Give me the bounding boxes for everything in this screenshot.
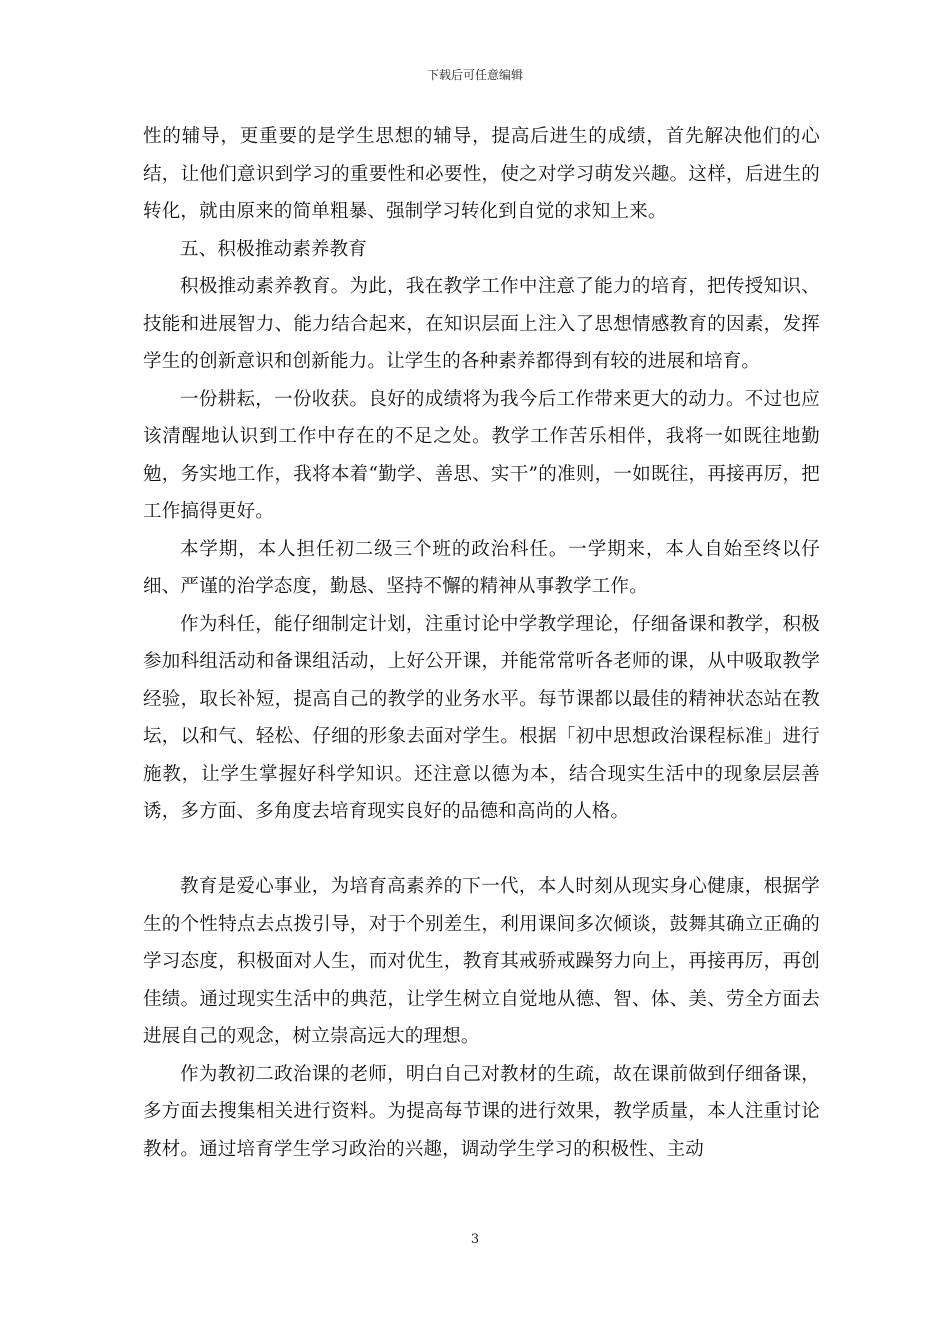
blank-line — [143, 831, 820, 869]
document-body — [143, 118, 820, 1168]
page-header: 下载后可任意编辑 — [426, 68, 523, 82]
section-heading: 五、积极推动素养教育 — [180, 238, 368, 260]
paragraph-continuation: 性的辅导，更重要的是学生思想的辅导，提高后进生的成绩，首先解决他们的心结，让他们意识到学习的重要性和必要性，使之对学习萌发兴趣。这样，后进生的转化，就由原来的简单粗暴、强制学习转化到自觉的求知上来。 — [143, 126, 820, 222]
paragraph: 本学期，本人担任初二级三个班的政治科任。一学期来，本人自始至终以仔细、严谨的治学态度，勤恳、坚持不懈的精神从事教学工作。 — [143, 538, 820, 597]
paragraph: 作为教初二政治课的老师，明白自己对教材的生疏，故在课前做到仔细备课，多方面去搜集相关进行资料。为提高每节课的进行效果，教学质量，本人注重讨论教材。通过培育学生学习政治的兴趣，调动学生学习的积极性、主动 — [143, 1063, 820, 1160]
paragraph: 教育是爱心事业，为培育高素养的下一代，本人时刻从现实身心健康，根据学生的个性特点去点拨引导，对于个别差生，利用课间多次倾谈，鼓舞其确立正确的学习态度，积极面对人生，而对优生，教育其戒骄戒躁努力向上，再接再厉，再创佳绩。通过现实生活中的典范，让学生树立自觉地从德、智、体、美、劳全方面去进展自己的观念，树立崇高远大的理想。 — [143, 876, 820, 1047]
paragraph: 作为科任，能仔细制定计划，注重讨论中学教学理论，仔细备课和教学，积极参加科组活动和备课组活动，上好公开课，并能常常听各老师的课，从中吸取教学经验，取长补短，提高自己的教学的业务水平。每节课都以最佳的精神状态站在教坛，以和气、轻松、仔细的形象去面对学生。根据「初中思想政治课程标准」进行施教，让学生掌握好科学知识。还注意以德为本，结合现实生活中的现象层层善诱，多方面、多角度去培育现实良好的品德和高尚的人格。 — [143, 613, 820, 822]
paragraph: 积极推动素养教育。为此，我在教学工作中注意了能力的培育，把传授知识、技能和进展智力、能力结合起来，在知识层面上注入了思想情感教育的因素，发挥学生的创新意识和创新能力。让学生的各种素养都得到有较的进展和培育。 — [143, 276, 820, 372]
page-number: 3 — [470, 1232, 480, 1247]
paragraph: 一份耕耘，一份收获。良好的成绩将为我今后工作带来更大的动力。不过也应该清醒地认识到工作中存在的不足之处。教学工作苦乐相伴，我将一如既往地勤勉，务实地工作，我将本着“勤学、善思、实干”的准则，一如既往，再接再厉，把工作搞得更好。 — [143, 388, 820, 522]
